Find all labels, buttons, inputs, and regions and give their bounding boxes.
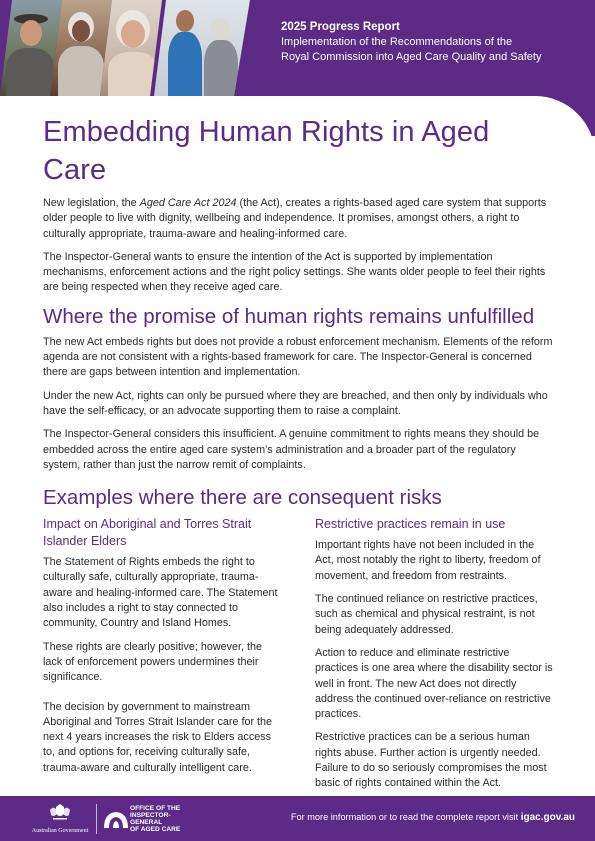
intro-paragraph-1 bbox=[43, 196, 555, 242]
header-title-block bbox=[281, 20, 541, 65]
section-consequent-risks bbox=[43, 485, 555, 799]
left-paragraph-3: The decision by government to mainstream Aboriginal and Torres Strait Islander care for the next 4 years increases the risk to Elders access to, and options for, receiving culturally safe, trauma-aware and culturally intelligent care. bbox=[43, 700, 273, 774]
report-subtitle-line2: Royal Commission into Aged Care Quality and Safety bbox=[281, 51, 542, 63]
section2-paragraph-3: The Inspector-General considers this insufficient. A genuine commitment to rights means they should be embedded across the entire aged care system’s administration and a broader part of the regulatory system, rather than just the narrow remit of complaints. bbox=[43, 428, 540, 471]
section-heading-unfulfilled: Where the promise of human rights remains unfulfilled bbox=[43, 304, 535, 328]
left-column bbox=[43, 516, 283, 799]
logo-divider bbox=[96, 804, 97, 834]
two-column-layout bbox=[43, 516, 555, 799]
subheading-aboriginal-elders: Impact on Aboriginal and Torres Strait Islander Elders bbox=[43, 517, 252, 549]
igac-mark-icon bbox=[103, 809, 129, 829]
section2-paragraph-2: Under the new Act, rights can only be pursued where they are breached, and then only by individuals who have the self-efficacy, or an advocate supporting them to raise a complaint. bbox=[43, 389, 548, 417]
page-footer bbox=[0, 796, 595, 841]
carer-with-resident-photo bbox=[154, 0, 250, 96]
report-year-title: 2025 Progress Report bbox=[281, 21, 400, 33]
gov-logo-text: Australian Government bbox=[31, 828, 89, 834]
intro-paragraph-2: The Inspector-General wants to ensure the intention of the Act is supported by implementation mechanisms, enforcement actions and the right policy settings. She wants older people to feel their rights are being respected when they receive aged care. bbox=[43, 250, 546, 294]
igac-line-3: GENERAL bbox=[130, 819, 163, 826]
coat-of-arms-icon bbox=[49, 802, 71, 822]
right-paragraph-4: Restrictive practices can be a serious human rights abuse. Further action is urgently needed. Failure to do so seriously compromises the most basic of rights contained within the Act. bbox=[315, 731, 547, 790]
report-subtitle-line1: Implementation of the Recommendations of the bbox=[281, 36, 513, 48]
act-name: Aged Care Act 2024 bbox=[139, 197, 237, 209]
intro-text-post: (the Act), creates a rights-based aged care system that supports older people to live with dignity, wellbeing and independence. It promises, amongst others, a right to culturally appropriate, trauma-aware and healing-informed care. bbox=[43, 197, 547, 240]
right-paragraph-2: The continued reliance on restrictive practices, such as chemical and physical restraint, is not being adequately addressed. bbox=[315, 593, 538, 636]
igac-line-4: OF AGED CARE bbox=[130, 826, 181, 833]
igac-logo bbox=[103, 805, 183, 833]
footer-info-text bbox=[291, 812, 575, 823]
left-paragraph-2: These rights are clearly positive; however, the lack of enforcement powers undermines their significance. bbox=[43, 640, 263, 684]
section-unfulfilled-promise bbox=[43, 304, 555, 473]
page-title: Embedding Human Rights in Aged Care bbox=[43, 116, 490, 186]
subheading-restrictive-practices: Restrictive practices remain in use bbox=[315, 517, 506, 532]
right-paragraph-1: Important rights have not been included in the Act, most notably the right to liberty, freedom of movement, and freedom from restraints. bbox=[315, 539, 541, 582]
footer-website-link[interactable]: igac.gov.au bbox=[520, 812, 575, 823]
igac-line-1: OFFICE OF THE bbox=[130, 805, 181, 812]
right-column bbox=[315, 516, 555, 799]
right-paragraph-3: Action to reduce and eliminate restrictive practices is one area where the disability sector is well in front. The new Act does not directly address the continued over-reliance on restrictive practices. bbox=[315, 646, 553, 721]
igac-line-2: INSPECTOR- bbox=[130, 812, 171, 819]
footer-note-text: For more information or to read the complete report visit bbox=[290, 812, 521, 822]
australian-government-logo bbox=[30, 802, 90, 836]
intro-text-pre: New legislation, the bbox=[43, 197, 140, 209]
section-heading-risks: Examples where there are consequent risks bbox=[43, 486, 442, 510]
section2-paragraph-1: The new Act embeds rights but does not provide a robust enforcement mechanism. Elements of the reform agenda are not consistent with a rights-based framework for care. The Inspector-General is concerned there are gaps between intention and implementation. bbox=[43, 335, 553, 379]
igac-logo-text bbox=[130, 805, 180, 833]
photo-strip bbox=[0, 0, 250, 96]
left-paragraph-1: The Statement of Rights embeds the right to culturally safe, culturally appropriate, trauma-aware and healing-informed care. The Statement also includes a right to stay connected to community, Country and Island Homes. bbox=[43, 556, 278, 630]
main-content bbox=[43, 113, 555, 800]
